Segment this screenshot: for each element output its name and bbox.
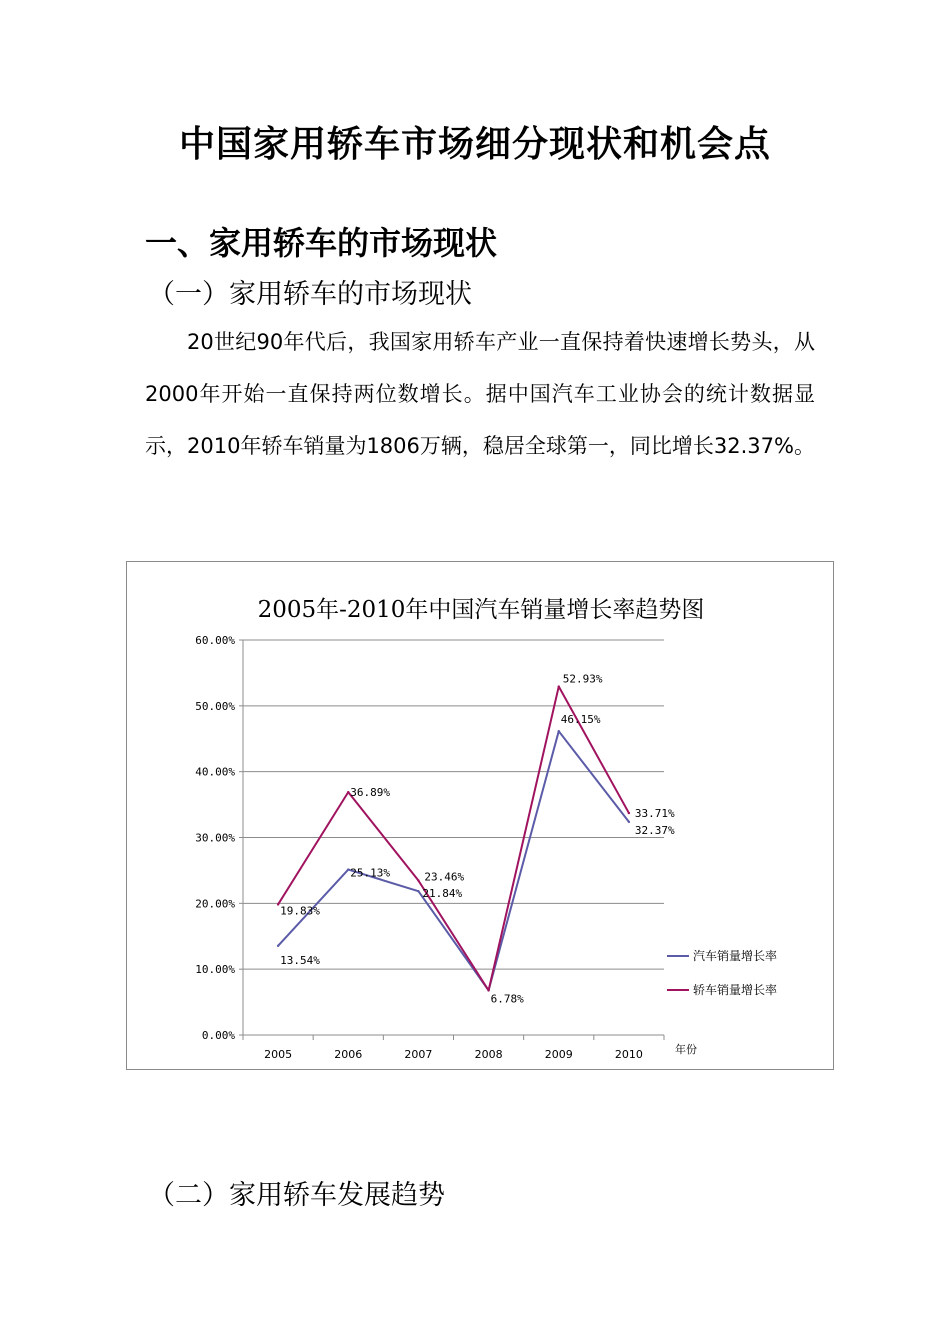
y-tick-label: 40.00% (195, 765, 235, 779)
y-tick-label: 20.00% (195, 897, 235, 911)
legend-label: 轿车销量增长率 (693, 983, 778, 997)
data-label: 36.89% (350, 786, 390, 800)
y-tick-label: 0.00% (201, 1029, 235, 1042)
section-heading: 一、家用轿车的市场现状 (145, 224, 498, 262)
chart-svg (127, 562, 833, 1069)
x-axis-label: 年份 (675, 1043, 697, 1056)
data-label: 46.15% (560, 713, 601, 727)
legend-label: 汽车销量增长率 (693, 949, 778, 963)
y-tick-label: 10.00% (195, 963, 235, 977)
data-label: 32.37% (634, 823, 675, 837)
data-point (417, 879, 419, 881)
x-tick-label: 2005 (264, 1048, 293, 1061)
subsection-heading-1: （一）家用轿车的市场现状 (148, 279, 472, 310)
data-label: 21.84% (422, 887, 463, 901)
x-tick-label: 2006 (334, 1048, 363, 1061)
x-tick-label: 2009 (544, 1048, 573, 1061)
data-label: 6.78% (490, 992, 524, 1006)
data-point (347, 868, 349, 870)
y-tick-label: 30.00% (195, 831, 235, 845)
data-label: 19.83% (280, 904, 320, 918)
y-tick-label: 50.00% (195, 699, 235, 713)
data-point (558, 685, 560, 687)
data-point (277, 903, 279, 905)
data-label: 13.54% (280, 953, 320, 967)
x-tick-label: 2010 (614, 1048, 643, 1061)
body-paragraph: 20世纪90年代后，我国家用轿车产业一直保持着快速增长势头，从2000年开始一直保持两位数增长。据中国汽车工业协会的统计数据显示，2010年轿车销量为1806万辆，稳居全球第一，同比增长32.37%。 (145, 330, 815, 458)
data-point (347, 791, 349, 793)
data-label: 52.93% (562, 672, 603, 686)
data-point (628, 821, 630, 823)
data-point (417, 890, 419, 892)
x-tick-label: 2008 (474, 1048, 503, 1061)
document-title: 中国家用轿车市场细分现状和机会点 (178, 124, 771, 165)
series-line (278, 731, 629, 990)
data-label: 33.71% (634, 807, 675, 821)
x-tick-label: 2007 (404, 1048, 433, 1061)
chart-title: 2005年-2010年中国汽车销量增长率趋势图 (257, 597, 705, 623)
subsection-heading-2: （二）家用轿车发展趋势 (148, 1180, 445, 1211)
data-label: 23.46% (424, 870, 465, 884)
data-point (628, 812, 630, 814)
data-point (277, 945, 279, 947)
growth-rate-chart (126, 561, 834, 1070)
data-point (558, 730, 560, 732)
data-label: 25.13% (350, 866, 390, 880)
series-line (278, 687, 629, 991)
data-point (487, 989, 489, 991)
y-tick-label: 60.00% (195, 634, 235, 647)
